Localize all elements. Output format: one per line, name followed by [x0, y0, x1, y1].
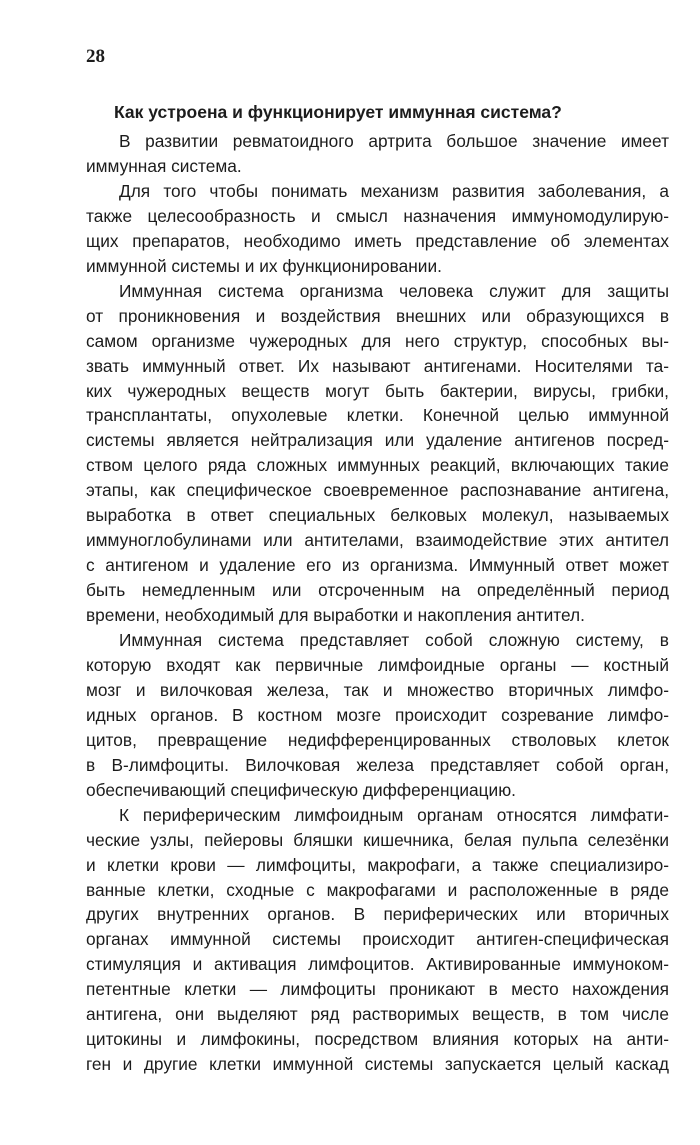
- text-line: К периферическим лимфоидным органам относятся лимфати-: [119, 804, 669, 825]
- text-line: ген и другие клетки иммунной системы запускается целый каскад: [86, 1054, 669, 1075]
- text-line: щих препаратов, необходимо иметь представление об элементах: [86, 230, 669, 251]
- text-line: В развитии ревматоидного артрита большое значение имеет: [119, 131, 669, 151]
- text-line: системы является нейтрализация или удаление антигенов посред-: [86, 430, 669, 451]
- text-line: которую входят как первичные лимфоидные органы — костный: [86, 654, 669, 675]
- text-line: цитокины и лимфокины, посредством влияния которых на анти-: [86, 1029, 669, 1050]
- text-line: антигена, они выделяют ряд растворимых веществ, в том числе: [86, 1004, 669, 1025]
- text-line: звать иммунный ответ. Их называют антигенами. Носителями та-: [86, 355, 669, 376]
- text-line: от проникновения и воздействия внешних или образующихся в: [86, 305, 669, 326]
- text-line: ванные клетки, сходные с макрофагами и расположенные в ряде: [86, 879, 669, 900]
- text-line: времени, необходимый для выработки и накопления антител.: [86, 605, 585, 625]
- text-line: трансплантаты, опухолевые клетки. Конечной целью иммунной: [86, 405, 669, 426]
- text-line: иммунной системы и их функционировании.: [86, 255, 442, 276]
- text-line: ческие узлы, пейеровы бляшки кишечника, белая пульпа селезёнки: [86, 829, 669, 850]
- text-line: Для того чтобы понимать механизм развития заболевания, а: [119, 180, 669, 201]
- text-line: выработка в ответ специальных белковых молекул, называемых: [86, 505, 669, 526]
- text-line: других внутренних органов. В периферических или вторичных: [86, 904, 669, 925]
- text-line: Иммунная система организма человека служит для защиты: [119, 280, 669, 301]
- text-line: самом организме чужеродных для него структур, способных вы-: [86, 330, 669, 351]
- text-line: петентные клетки — лимфоциты проникают в место нахождения: [86, 979, 669, 1000]
- text-line: этапы, как специфическое своевременное распознавание антигена,: [86, 480, 669, 501]
- text-line: также целесообразность и смысл назначения иммуномодулирую-: [86, 205, 669, 226]
- text-line: ством целого ряда сложных иммунных реакций, включающих такие: [86, 455, 669, 476]
- text-line: мозг и вилочковая железа, так и множество вторичных лимфо-: [86, 679, 669, 700]
- page-number: 28: [86, 46, 105, 67]
- text-line: быть немедленным или отсроченным на определённый период: [86, 580, 669, 601]
- text-line: обеспечивающий специфическую дифференциацию.: [86, 779, 516, 800]
- text-line: стимуляция и активация лимфоцитов. Активированные иммуноком-: [86, 954, 669, 975]
- text-line: идных органов. В костном мозге происходит созревание лимфо-: [86, 704, 669, 725]
- text-line: органах иммунной системы происходит антиген-специфическая: [86, 929, 669, 950]
- text-line: с антигеном и удаление его из организма. Иммунный ответ может: [86, 555, 669, 576]
- book-page: [86, 0, 669, 1145]
- text-line: цитов, превращение недифференцированных стволовых клеток: [86, 729, 669, 750]
- text-line: ких чужеродных веществ могут быть бактерии, вирусы, грибки,: [86, 380, 669, 401]
- text-line: Иммунная система представляет собой сложную систему, в: [119, 630, 669, 650]
- section-heading: Как устроена и функционирует иммунная система?: [114, 102, 562, 122]
- text-line: в В-лимфоциты. Вилочковая железа представляет собой орган,: [86, 754, 669, 775]
- text-line: и клетки крови — лимфоциты, макрофаги, а также специализиро-: [86, 854, 669, 875]
- text-line: иммуноглобулинами или антителами, взаимодействие этих антител: [86, 530, 669, 551]
- text-line: иммунная система.: [86, 155, 242, 176]
